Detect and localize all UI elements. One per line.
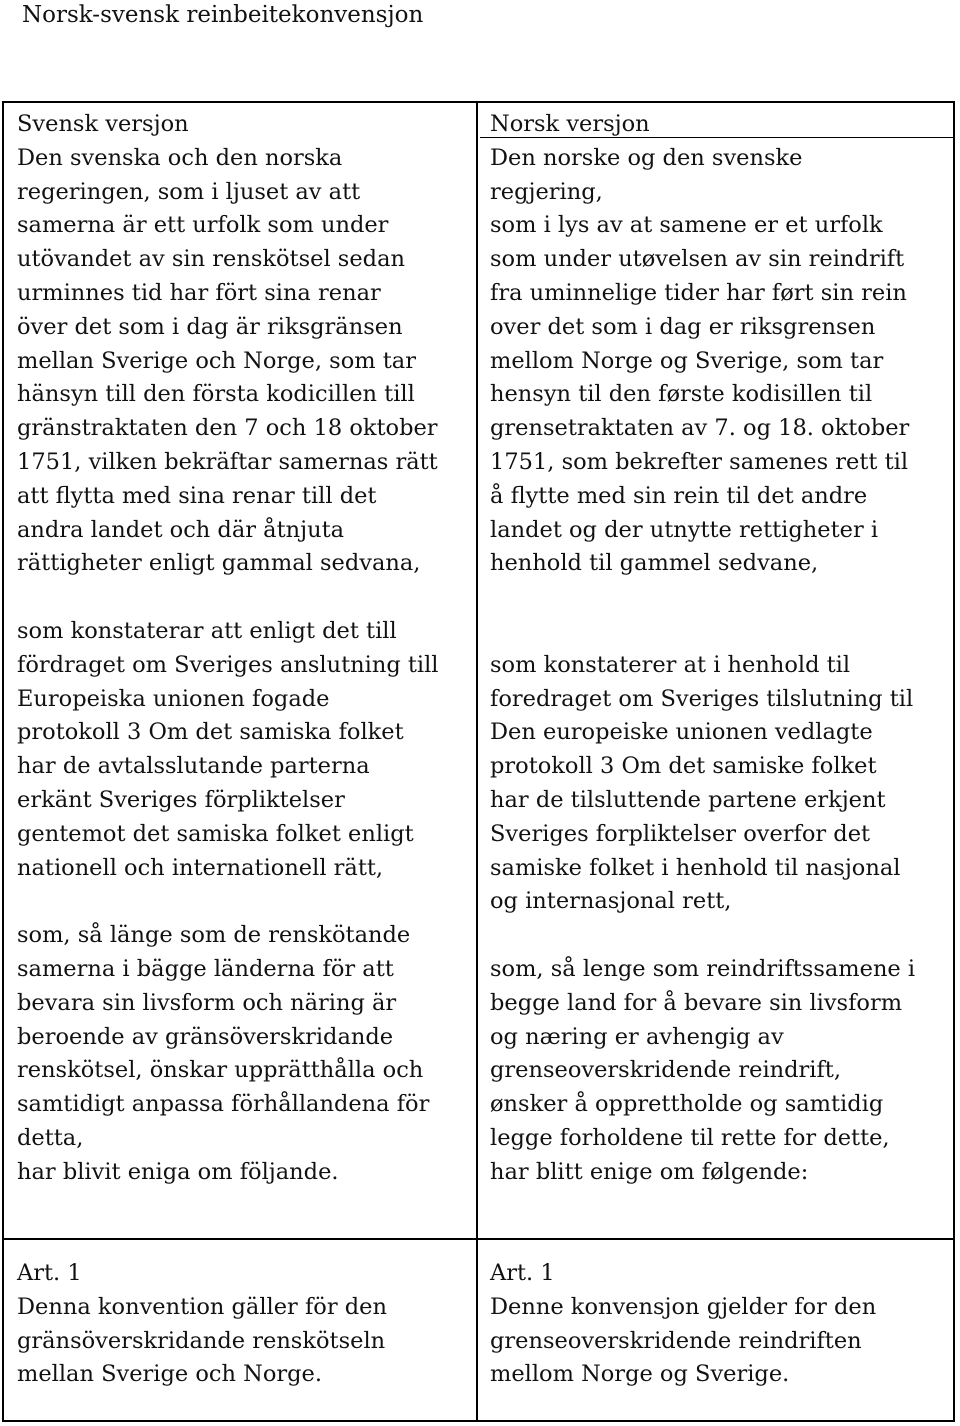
text-line: har de avtalsslutande parterna (17, 753, 370, 780)
text-line: har blitt enige om følgende: (490, 1158, 809, 1185)
text-line: grenseoverskridende reindriften (490, 1327, 862, 1354)
norsk-cell-art1 (490, 1257, 876, 1392)
text-line: gränsöverskridande renskötseln (17, 1327, 386, 1354)
table-border-bottom (2, 1420, 955, 1422)
text-line: som i lys av at samene er et urfolk (490, 212, 883, 239)
text-line: Den europeiske unionen vedlagte (490, 719, 873, 746)
svensk-cell-preamble (17, 108, 439, 1190)
text-line: som konstaterer at i henhold til (490, 651, 851, 678)
text-line: Europeiska unionen fogade (17, 685, 330, 712)
norsk-column-header: Norsk versjon (490, 111, 650, 137)
text-line: over det som i dag er riksgrensen (490, 313, 876, 340)
text-line: samerna i bägge länderna för att (17, 955, 394, 982)
article-heading: Art. 1 (490, 1260, 555, 1286)
text-line: som under utøvelsen av sin reindrift (490, 246, 905, 273)
article-heading: Art. 1 (17, 1260, 82, 1286)
document-title: Norsk-svensk reinbeitekonvensjon (22, 2, 424, 28)
text-line: bevara sin livsform och näring är (17, 989, 397, 1016)
text-line: fördraget om Sveriges anslutning till (17, 651, 439, 678)
text-line: gränstraktaten den 7 och 18 oktober (17, 415, 438, 442)
text-line: andra landet och där åtnjuta (17, 516, 345, 543)
text-line: har blivit eniga om följande. (17, 1158, 339, 1185)
paragraph-gap (17, 581, 439, 615)
table-border-top (2, 101, 955, 103)
svensk-cell-art1 (17, 1257, 387, 1392)
text-line: regjering, (490, 178, 603, 205)
text-line: 1751, som bekrefter samenes rett til (490, 448, 909, 475)
text-line: samiske folket i henhold til nasjonal (490, 854, 901, 881)
text-line: mellom Norge og Sverige. (490, 1361, 790, 1388)
text-line: henhold til gammel sedvane, (490, 550, 819, 577)
text-line: Sveriges forpliktelser overfor det (490, 820, 871, 847)
table-border-left (2, 101, 4, 1422)
table-divider-columns (476, 101, 478, 1422)
paragraph-gap (490, 615, 915, 649)
text-line: hänsyn till den första kodicillen till (17, 381, 415, 408)
text-line: protokoll 3 Om det samiska folket (17, 719, 404, 746)
text-line: begge land for å bevare sin livsform (490, 989, 903, 1016)
table-border-right (953, 101, 955, 1422)
text-line: nationell och internationell rätt, (17, 854, 384, 881)
paragraph-gap (17, 885, 439, 919)
text-line: Denne konvensjon gjelder for den (490, 1293, 877, 1320)
text-line: rättigheter enligt gammal sedvana, (17, 550, 421, 577)
text-line: som, så lenge som reindriftssamene i (490, 955, 916, 982)
text-line: fra uminnelige tider har ført sin rein (490, 279, 907, 306)
text-line: hensyn til den første kodisillen til (490, 381, 873, 408)
text-line: samtidigt anpassa förhållandena för (17, 1091, 430, 1118)
text-line: og internasjonal rett, (490, 888, 732, 915)
svensk-column-header: Svensk versjon (17, 111, 189, 137)
text-line: foredraget om Sveriges tilslutning til (490, 685, 914, 712)
norsk-cell-preamble (490, 108, 915, 1190)
text-line: regeringen, som i ljuset av att (17, 178, 361, 205)
text-line: renskötsel, önskar upprätthålla och (17, 1057, 424, 1084)
text-line: detta, (17, 1124, 84, 1151)
paragraph-gap (490, 581, 915, 615)
text-line: gentemot det samiska folket enligt (17, 820, 414, 847)
text-line: og næring er avhengig av (490, 1023, 784, 1050)
text-line: Denna konvention gäller för den (17, 1293, 387, 1320)
text-line: mellan Sverige och Norge, som tar (17, 347, 416, 374)
text-line: har de tilsluttende partene erkjent (490, 786, 886, 813)
text-line: beroende av gränsöverskridande (17, 1023, 394, 1050)
text-line: å flytte med sin rein til det andre (490, 482, 868, 509)
text-line: urminnes tid har fört sina renar (17, 279, 381, 306)
text-line: ønsker å opprettholde og samtidig (490, 1091, 884, 1118)
text-line: Den norske og den svenske (490, 144, 803, 171)
text-line: protokoll 3 Om det samiske folket (490, 753, 877, 780)
table-divider-sections (2, 1238, 955, 1240)
text-line: mellan Sverige och Norge. (17, 1361, 323, 1388)
text-line: över det som i dag är riksgränsen (17, 313, 403, 340)
text-line: Den svenska och den norska (17, 144, 343, 171)
text-line: som, så länge som de renskötande (17, 922, 411, 949)
text-line: utövandet av sin renskötsel sedan (17, 246, 405, 273)
text-line: legge forholdene til rette for dette, (490, 1124, 890, 1151)
text-line: grenseoverskridende reindrift, (490, 1057, 842, 1084)
text-line: som konstaterar att enligt det till (17, 617, 397, 644)
paragraph-gap (490, 919, 915, 953)
text-line: att flytta med sina renar till det (17, 482, 377, 509)
text-line: grensetraktaten av 7. og 18. oktober (490, 415, 910, 442)
text-line: 1751, vilken bekräftar samernas rätt (17, 448, 438, 475)
text-line: erkänt Sveriges förpliktelser (17, 786, 345, 813)
text-line: landet og der utnytte rettigheter i (490, 516, 879, 543)
text-line: samerna är ett urfolk som under (17, 212, 389, 239)
text-line: mellom Norge og Sverige, som tar (490, 347, 884, 374)
